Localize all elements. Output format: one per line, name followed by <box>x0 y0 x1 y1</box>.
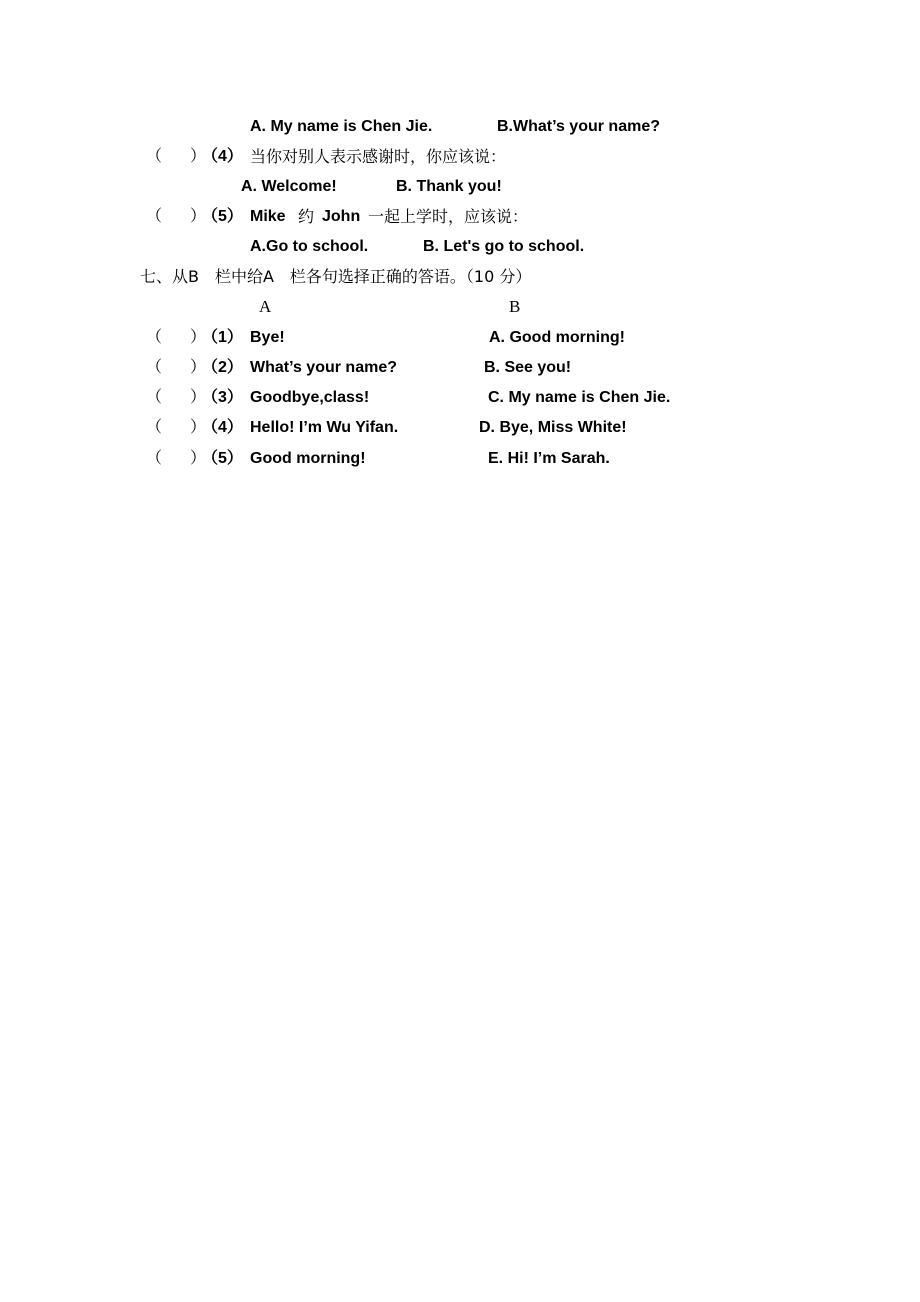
match-row-4-bracket-open: （ <box>146 419 163 436</box>
match-row-1-bracket-close: ） <box>190 329 207 346</box>
column-b-label-text: B <box>509 297 521 316</box>
match-row-1-number: （1） <box>202 329 243 346</box>
match-row-5-bracket-close: ） <box>190 450 207 467</box>
q4-option-b <box>396 176 502 198</box>
match-row-4-column-a: Hello! I’m Wu Yifan. <box>250 419 399 436</box>
q4-option-b-text: B. Thank you! <box>396 178 502 195</box>
q4-option-a <box>241 176 337 198</box>
q3-option-b <box>497 116 660 138</box>
match-row-3-column-b: C. My name is Chen Jie. <box>488 389 671 406</box>
section-7-heading <box>140 266 531 288</box>
column-a-label-text: A <box>259 297 272 316</box>
q5-option-a <box>250 236 368 258</box>
column-b-label <box>509 296 520 318</box>
q4-option-a-text: A. Welcome! <box>241 178 337 195</box>
q3-option-b-text: B.What’s your name? <box>497 118 660 135</box>
match-row-1-bracket-open: （ <box>146 329 163 346</box>
match-row-5-column-b: E. Hi! I’m Sarah. <box>488 450 610 467</box>
match-row-1-column-b: A. Good morning! <box>489 329 625 346</box>
q5-number: （5） <box>202 208 243 225</box>
match-row-2-column-b: B. See you! <box>484 359 572 376</box>
section-7-heading-text: 七、从B 栏中给A 栏各句选择正确的答语。（10 分） <box>140 267 532 286</box>
match-row-2-column-a: What’s your name? <box>250 359 397 376</box>
q5-option-a-text: A.Go to school. <box>250 238 369 255</box>
match-row-3-column-a: Goodbye,class! <box>250 389 370 406</box>
match-row-1-column-a: Bye! <box>250 329 285 346</box>
match-row-3-bracket-close: ） <box>190 389 207 406</box>
match-row-4-bracket-close: ） <box>190 419 207 436</box>
q5-answer-bracket-close: ） <box>190 208 207 225</box>
q5-option-b-text: B. Let's go to school. <box>423 238 585 255</box>
match-row-2-bracket-open: （ <box>146 359 163 376</box>
match-row-3-bracket-open: （ <box>146 389 163 406</box>
q3-option-a-text: A. My name is Chen Jie. <box>250 118 433 135</box>
column-a-label <box>259 296 271 318</box>
q5-prompt-name-john: John <box>322 208 361 225</box>
q4-prompt: 当你对别人表示感谢时，你应该说： <box>250 147 507 166</box>
q5-prompt-name-mike: Mike <box>250 208 286 225</box>
q4-answer-bracket-close: ） <box>190 148 207 165</box>
match-row-2-number: （2） <box>202 359 243 376</box>
match-row-4-column-b: D. Bye, Miss White! <box>479 419 627 436</box>
match-row-4-number: （4） <box>202 419 243 436</box>
match-row-5-number: （5） <box>202 450 243 467</box>
q3-option-a <box>250 116 432 138</box>
q4-answer-bracket-open: （ <box>146 148 163 165</box>
match-row-5-column-a: Good morning! <box>250 450 366 467</box>
match-row-2-bracket-close: ） <box>190 359 207 376</box>
q5-answer-bracket-open: （ <box>146 208 163 225</box>
q4-number: （4） <box>202 148 243 165</box>
q5-prompt-verb: 约 <box>298 207 315 226</box>
match-row-3-number: （3） <box>202 389 243 406</box>
q5-option-b <box>423 236 584 258</box>
q5-prompt-rest: 一起上学时，应该说： <box>368 207 529 226</box>
match-row-5-bracket-open: （ <box>146 450 163 467</box>
